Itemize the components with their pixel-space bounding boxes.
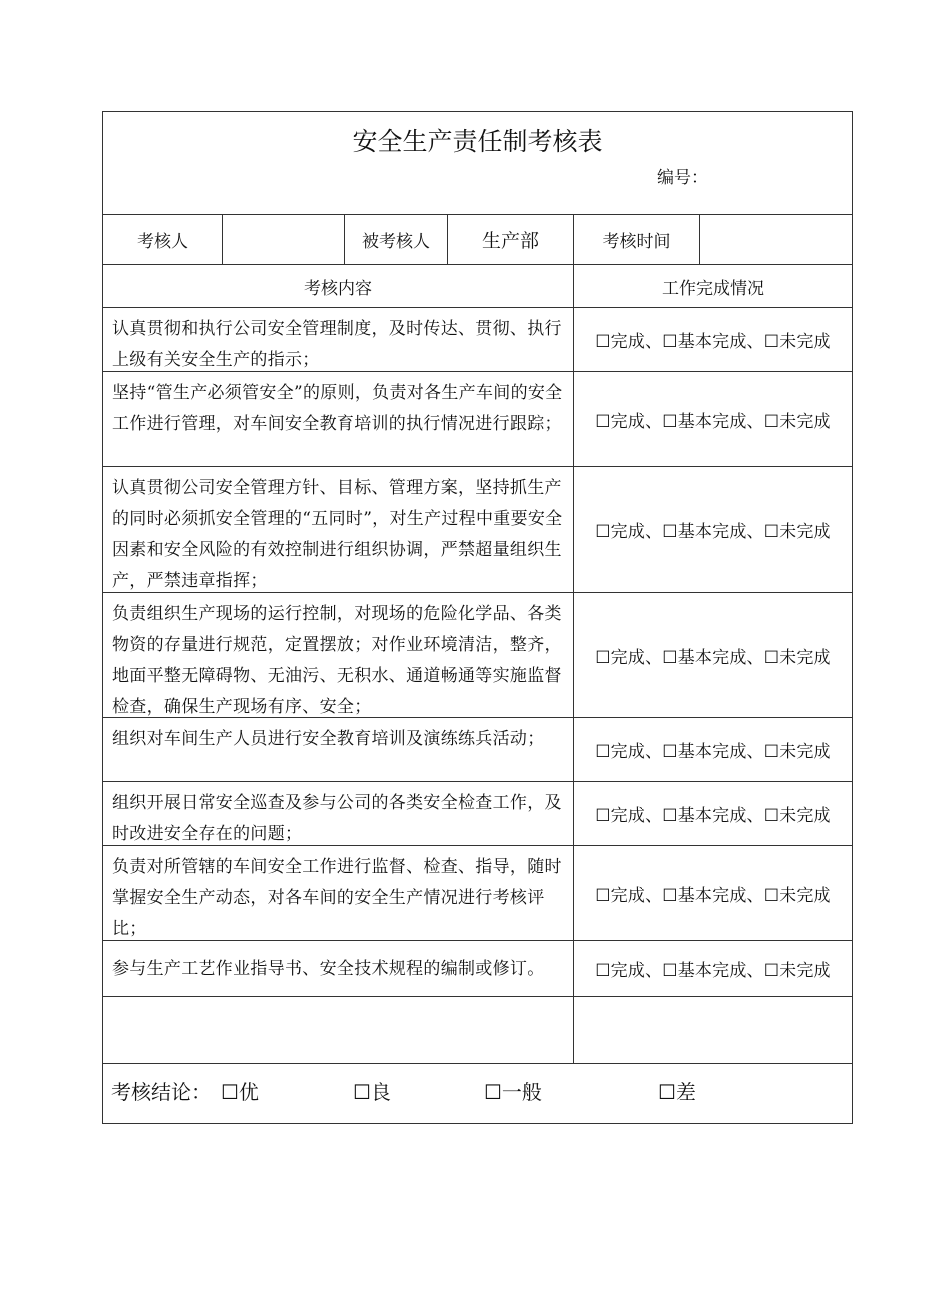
info-row (103, 215, 852, 265)
assessor-field[interactable] (223, 215, 345, 264)
item-content: 认真贯彻和执行公司安全管理制度，及时传达、贯彻、执行上级有关安全生产的指示； (103, 308, 574, 371)
table-row (103, 782, 852, 846)
status-checkboxes[interactable]: ☐完成、☐基本完成、☐未完成 (595, 885, 831, 906)
blank-content-cell[interactable] (103, 997, 574, 1063)
status-checkboxes[interactable]: ☐完成、☐基本完成、☐未完成 (595, 332, 831, 352)
item-content: 坚持“管生产必须管安全”的原则，负责对各生产车间的安全工作进行管理，对车间安全教育培训的执行情况进行跟踪； (103, 372, 574, 466)
table-row (103, 593, 852, 718)
conclusion-row (103, 1064, 852, 1123)
assessee-label: 被考核人 (345, 215, 448, 264)
table-row (103, 372, 852, 467)
conclusion-option-average[interactable]: ☐一般 (484, 1080, 542, 1104)
assessment-form (102, 111, 853, 1124)
table-row (103, 846, 852, 941)
table-row (103, 467, 852, 593)
conclusion-option-poor[interactable]: ☐差 (658, 1080, 696, 1104)
item-content: 负责对所管辖的车间安全工作进行监督、检查、指导，随时掌握安全生产动态，对各车间的安全生产情况进行考核评比； (103, 846, 574, 940)
status-checkboxes[interactable]: ☐完成、☐基本完成、☐未完成 (595, 411, 831, 432)
table-row (103, 308, 852, 372)
table-header (103, 265, 852, 308)
assessee-field[interactable]: 生产部 (448, 215, 574, 264)
form-title: 安全生产责任制考核表 (352, 127, 603, 156)
title-row (103, 112, 852, 215)
status-checkboxes[interactable]: ☐完成、☐基本完成、☐未完成 (595, 647, 831, 668)
item-content: 组织开展日常安全巡查及参与公司的各类安全检查工作，及时改进安全存在的问题； (103, 782, 574, 845)
assessment-time-field[interactable] (700, 215, 852, 264)
conclusion-option-good[interactable]: ☐良 (353, 1080, 391, 1104)
status-checkboxes[interactable]: ☐完成、☐基本完成、☐未完成 (595, 742, 831, 762)
content-header: 考核内容 (103, 265, 574, 307)
status-checkboxes[interactable]: ☐完成、☐基本完成、☐未完成 (595, 806, 831, 826)
blank-row (103, 997, 852, 1064)
blank-status-cell[interactable] (574, 997, 852, 1063)
table-row (103, 718, 852, 782)
status-checkboxes[interactable]: ☐完成、☐基本完成、☐未完成 (595, 522, 831, 542)
serial-number-label: 编号： (657, 168, 708, 188)
item-content: 组织对车间生产人员进行安全教育培训及演练练兵活动； (103, 718, 574, 781)
item-content: 参与生产工艺作业指导书、安全技术规程的编制或修订。 (103, 941, 574, 996)
conclusion-label: 考核结论： (111, 1080, 211, 1104)
item-content: 负责组织生产现场的运行控制，对现场的危险化学品、各类物资的存量进行规范，定置摆放；对作业环境清洁，整齐，地面平整无障碍物、无油污、无积水、通道畅通等实施监督检查，确保生产现场有序、安全； (103, 593, 574, 717)
assessment-time-label: 考核时间 (574, 215, 700, 264)
conclusion-option-excellent[interactable]: ☐优 (221, 1080, 259, 1104)
item-content: 认真贯彻公司安全管理方针、目标、管理方案，坚持抓生产的同时必须抓安全管理的“五同时”，对生产过程中重要安全因素和安全风险的有效控制进行组织协调，严禁超量组织生产，严禁违章指挥； (103, 467, 574, 592)
assessor-label: 考核人 (103, 215, 223, 264)
status-checkboxes[interactable]: ☐完成、☐基本完成、☐未完成 (595, 961, 831, 981)
table-row (103, 941, 852, 997)
status-header: 工作完成情况 (662, 278, 764, 299)
